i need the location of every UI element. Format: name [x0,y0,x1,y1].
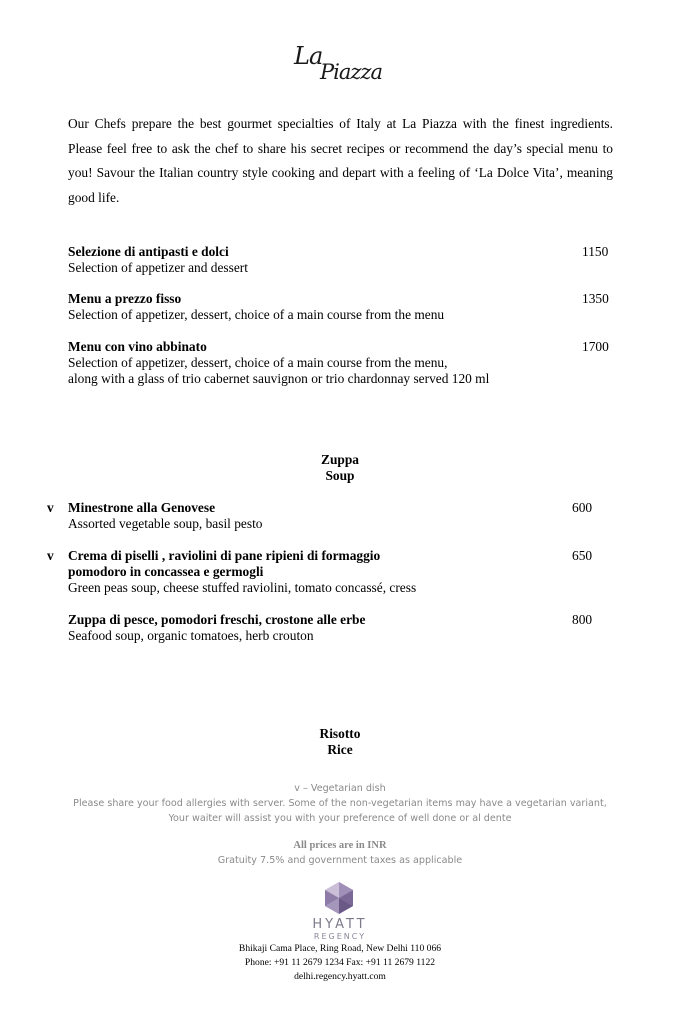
menu-item-name: Selezione di antipasti e dolci [68,244,229,259]
veg-note: v – Vegetarian dish [294,783,386,794]
menu-item-price: 800 [572,612,593,627]
menu-item [68,244,248,276]
menu-item-desc: Selection of appetizer, dessert, choice of a main course from the menu [68,307,445,322]
menu-item-name: Zuppa di pesce, pomodori freschi, crostone alle erbe [68,612,366,627]
section-title-italian: Risotto [319,726,361,741]
menu-item-name: Menu a prezzo fisso [68,291,182,306]
menu-item [68,339,489,387]
hotel-phone: Phone: +91 11 2679 1234 Fax: +91 11 2679 1122 [244,957,436,968]
gratuity-note: Gratuity 7.5% and government taxes as applicable [217,855,463,866]
prices-note: All prices are in INR [293,840,387,851]
veg-marker: v [47,548,54,563]
section-title-italian: Zuppa [321,452,359,467]
menu-item-name: Minestrone alla Genovese [68,500,216,515]
menu-item-desc: Assorted vegetable soup, basil pesto [68,516,263,531]
menu-item-desc: Green peas soup, cheese stuffed raviolini, tomato concassé, cress [68,580,417,595]
intro-paragraph: Our Chefs prepare the best gourmet specialties of Italy at La Piazza with the finest ingredients. Please feel free to ask the chef to share his secret recipes or recommend the day’s special menu to you! Savour the Italian country style cooking and depart with a feeling of ‘La Dolce Vita’, meaning good life. [68,116,613,205]
section-title-rice [300,726,380,758]
menu-item-price: 650 [572,548,593,563]
menu-item [68,612,365,644]
menu-item-price: 1150 [582,244,609,259]
menu-item [68,500,263,532]
la-piazza-logo [292,40,384,92]
hyatt-brand: HYATT [312,917,368,932]
section-title-english: Soup [325,468,355,483]
menu-item-desc: Selection of appetizer and dessert [68,260,248,275]
menu-item-price: 1700 [582,339,609,354]
menu-item-desc: Selection of appetizer, dessert, choice of a main course from the menu, [68,355,448,370]
section-title-english: Rice [327,742,353,757]
section-title-soup [300,452,380,484]
footer-notes [0,781,680,826]
hyatt-logo-icon [322,881,356,915]
hotel-website[interactable]: delhi.regency.hyatt.com [294,971,386,982]
menu-item-desc: along with a glass of trio cabernet sauvignon or trio chardonnay served 120 ml [68,371,490,386]
menu-item-price: 600 [572,500,593,515]
logo-text-la: La [294,42,323,70]
hotel-address-block [0,942,680,984]
hotel-address: Bhikaji Cama Place, Ring Road, New Delhi 110 066 [238,943,442,954]
logo-text-piazza: Piazza [320,60,383,84]
hyatt-sub-brand: REGENCY [313,932,367,941]
allergy-note: Please share your food allergies with server. Some of the non-vegetarian items may have a vegetarian variant, [73,798,607,809]
menu-item-name: Crema di piselli , raviolini di pane ripieni di formaggio [68,548,381,563]
pricing-notes [0,838,680,868]
menu-item-price: 1350 [582,291,609,306]
menu-item [68,548,416,596]
menu-item [68,291,444,323]
menu-item-name: pomodoro in concassea e germogli [68,564,264,579]
menu-item-desc: Seafood soup, organic tomatoes, herb crouton [68,628,314,643]
veg-marker: v [47,500,54,515]
waiter-note: Your waiter will assist you with your preference of well done or al dente [168,813,512,824]
menu-item-name: Menu con vino abbinato [68,339,207,354]
